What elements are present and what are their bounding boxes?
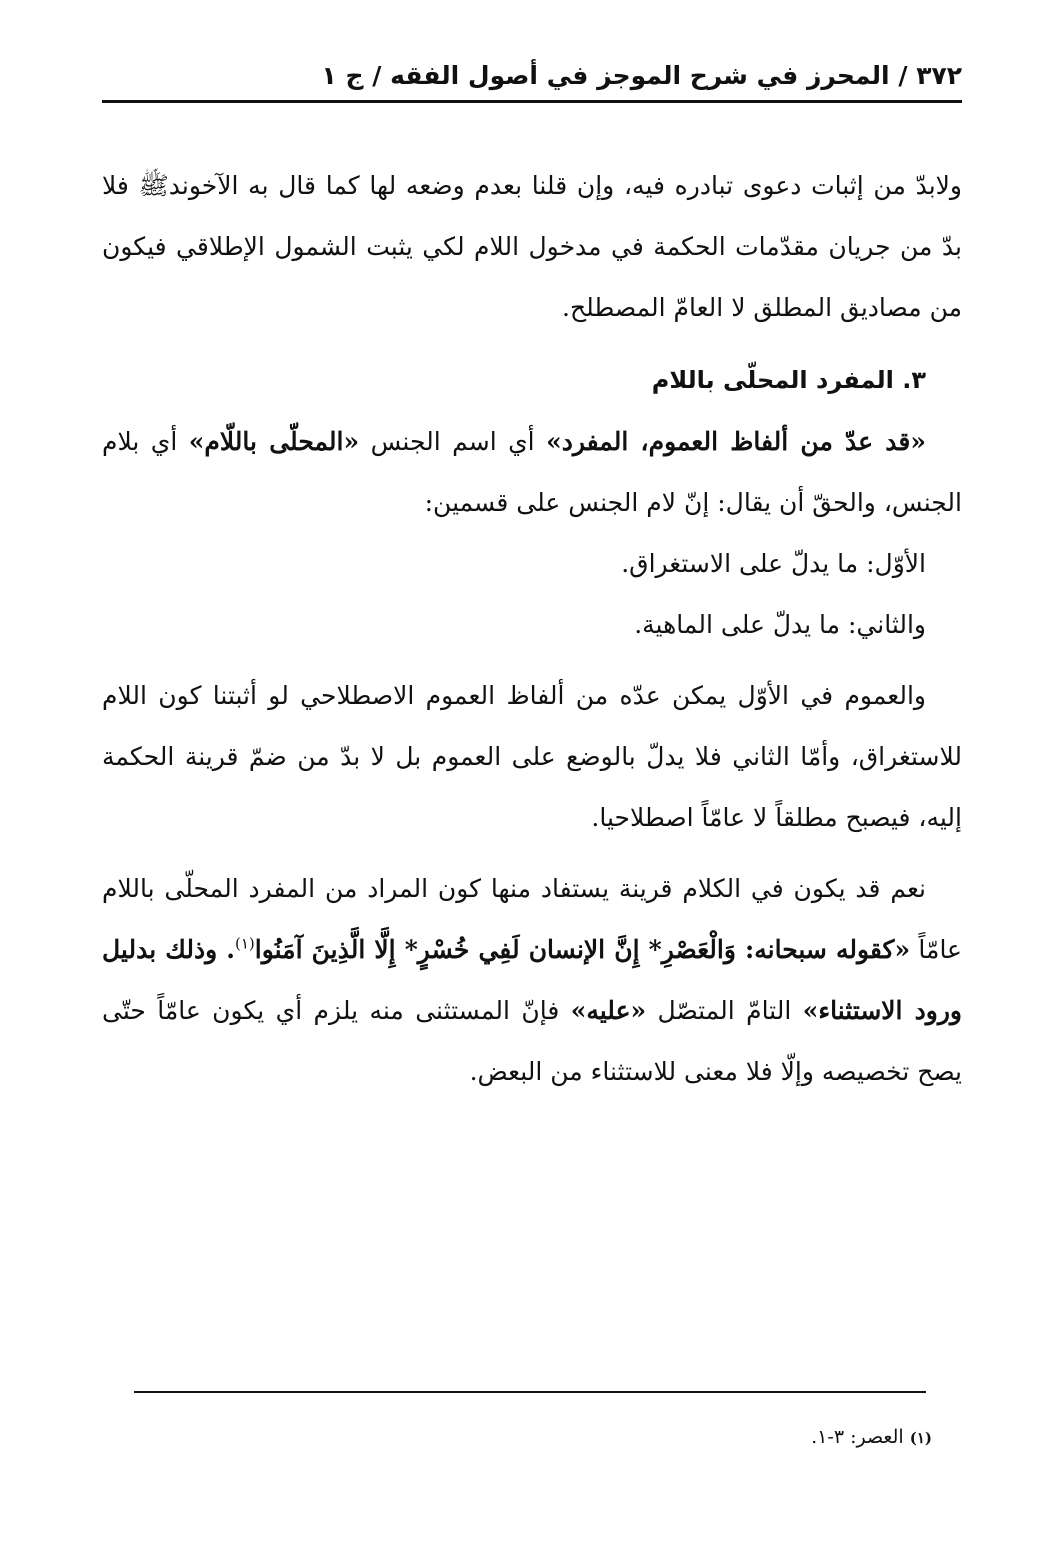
- volume-label: ج ١: [321, 61, 364, 90]
- running-header: [102, 58, 962, 94]
- paragraph-1: ولابدّ من إثبات دعوى تبادره فيه، وإن قلنا بعدم وضعه لها كما قال به الآخوندﷺ فلا بدّ من جريان مقدّمات الحكمة في مدخول اللام لكي يثبت الشمول الإطلاقي فيكون من مصاديق المطلق لا العامّ المصطلح.: [102, 171, 962, 322]
- quote-bold: «قد عدّ من ألفاظ العموم، المفرد»: [546, 427, 927, 456]
- quote-bold: «عليه»: [570, 996, 647, 1025]
- quote-bold: «المحلّى باللّام»: [188, 427, 360, 456]
- section-heading: ٣. المفرد المحلّى باللام: [651, 366, 926, 394]
- main-text: [102, 155, 962, 1102]
- paragraph-4: والثاني: ما يدلّ على الماهية.: [634, 610, 926, 639]
- footnote: [132, 1422, 932, 1453]
- header-rule: [102, 100, 962, 103]
- footnote-marker: (١): [909, 1429, 932, 1447]
- footnote-ref[interactable]: (١): [235, 934, 255, 953]
- paragraph-6-part-a: نعم قد يكون في الكلام قرينة يستفاد منها كون المراد من المفرد المحلّى باللام عامّاً: [102, 874, 962, 964]
- footnote-rule: [134, 1391, 926, 1393]
- paragraph-5: والعموم في الأوّل يمكن عدّه من ألفاظ العموم الاصطلاحي لو أثبتنا كون اللام للاستغراق، وأمّا الثاني فلا يدلّ بالوضع على العموم بل لا بدّ من ضمّ قرينة الحكمة إليه، فيصبح مطلقاً لا عامّاً اصطلاحيا.: [102, 681, 962, 832]
- book-title: المحرز في شرح الموجز في أصول الفقه: [390, 61, 890, 90]
- footnote-text: العصر: ٣-١.: [811, 1426, 904, 1448]
- paragraph-2-mid: أي اسم الجنس: [359, 427, 547, 456]
- paragraph-6: [102, 858, 962, 1102]
- paragraph-6-part-d: التامّ المتصّل: [646, 996, 803, 1025]
- paragraph-2: [102, 411, 962, 533]
- paragraph-2-rest: أي بلام الجنس، والحقّ أن يقال: إنّ لام الجنس على قسمين:: [102, 427, 962, 517]
- page-number: ٣٧٢: [916, 61, 962, 90]
- quran-quote: «كقوله سبحانه: وَالْعَصْرِ* إِنَّ الإنسان لَفِي خُسْرٍ* إِلَّا الَّذِينَ آمَنُوا: [254, 935, 911, 964]
- header-separator: /: [898, 61, 908, 90]
- quote-bold: . وذلك بدليل ورود الاستثناء»: [102, 935, 962, 1025]
- paragraph-6-part-f: فإنّ المستثنى منه يلزم أي يكون عامّاً حتّى يصح تخصيصه وإلّا فلا معنى للاستثناء من البعض.: [102, 996, 962, 1086]
- paragraph-3: الأوّل: ما يدلّ على الاستغراق.: [621, 549, 926, 578]
- header-separator-2: /: [372, 61, 382, 90]
